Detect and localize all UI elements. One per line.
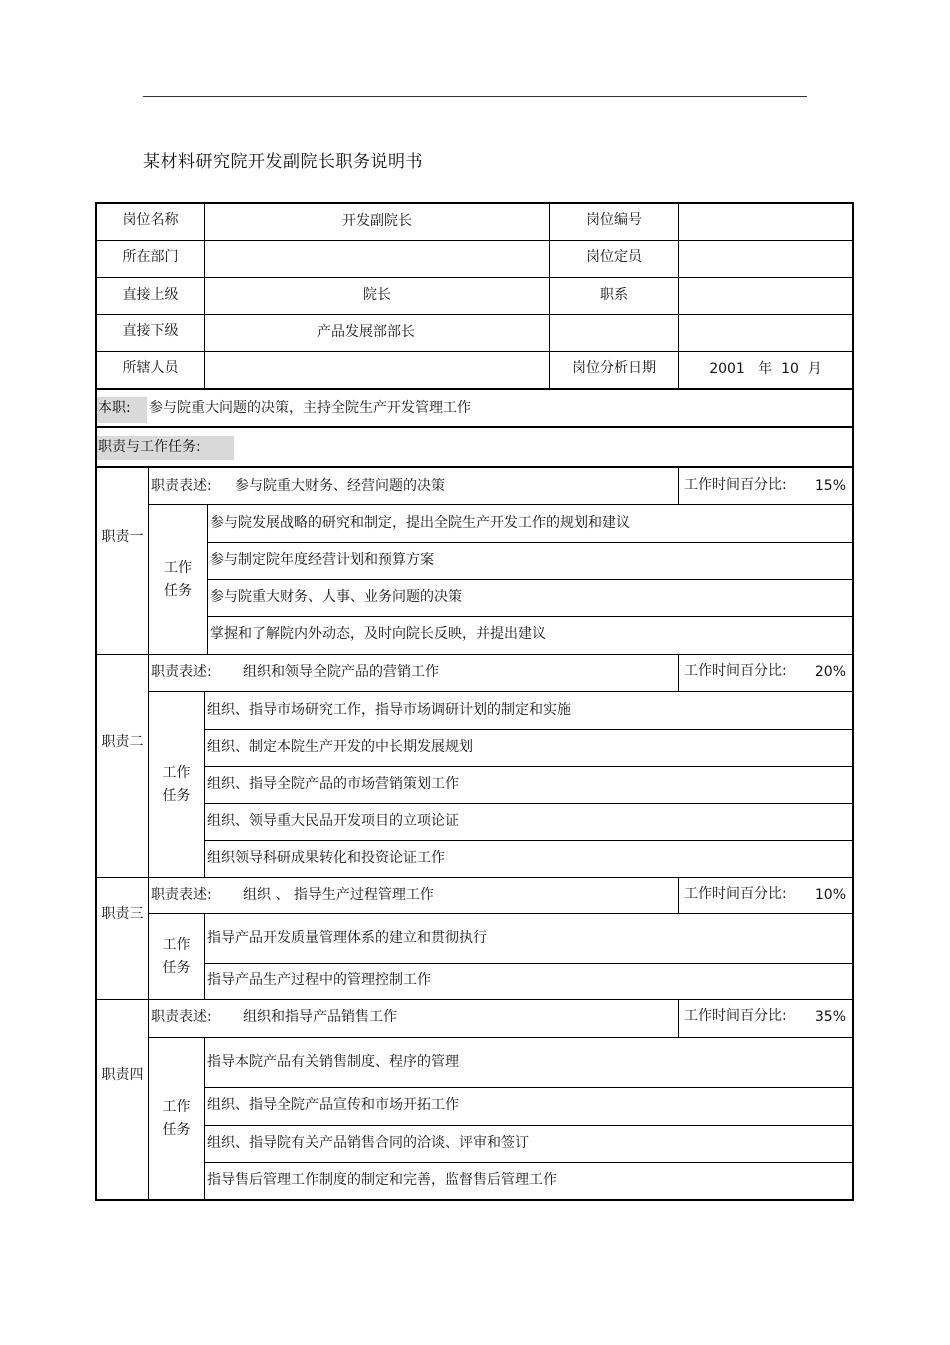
task-label: 工作任务 [162,936,191,976]
statement-text: 组织 、 指导生产过程管理工作 [243,887,434,903]
table-rule [678,877,679,913]
task-item: 组织、指导院有关产品销售合同的洽谈、评审和签订 [207,1134,529,1151]
grade-label: 职系 [600,287,628,303]
staff-label: 所辖人员 [122,360,179,376]
subordinate-label: 直接下级 [122,323,179,339]
percent-value: 10% [814,887,846,903]
table-rule [204,803,854,804]
task-item: 参与制定院年度经营计划和预算方案 [210,551,434,568]
table-rule [148,1037,854,1038]
table-rule [204,1038,205,1199]
task-item: 掌握和了解院内外动态，及时向院长反映，并提出建议 [210,626,546,642]
statement-text: 组织和指导产品销售工作 [243,1009,397,1025]
table-rule [207,542,854,543]
duty-text: 参与院重大问题的决策，主持全院生产开发管理工作 [149,400,471,416]
table-rule [678,999,679,1037]
responsibility-label: 职责四 [101,1067,144,1083]
table-rule [207,616,854,617]
table-rule [204,840,854,841]
percent-value: 35% [814,1009,846,1025]
table-rule [678,654,679,691]
percent-value: 15% [814,478,846,494]
task-item: 组织、指导全院产品的市场营销策划工作 [207,775,459,792]
percent-value: 20% [814,664,846,680]
table-rule [204,1125,854,1126]
table-rule [148,504,854,505]
department-label: 所在部门 [122,249,179,265]
responsibility-label: 职责一 [101,529,144,545]
statement-text: 参与院重大财务、经营问题的决策 [235,478,445,494]
percent-label: 工作时间百分比: [684,663,787,679]
task-item: 指导售后管理工作制度的制定和完善，监督售后管理工作 [207,1171,557,1188]
table-rule [95,1199,854,1201]
task-label: 工作任务 [164,559,192,599]
task-item: 组织、制定本院生产开发的中长期发展规划 [207,738,473,755]
table-rule [207,579,854,580]
analysis-date-label: 岗位分析日期 [572,360,656,376]
superior-value: 院长 [363,287,391,303]
table-rule [204,692,205,877]
table-rule [95,654,854,655]
table-rule [204,766,854,767]
position-no-label: 岗位编号 [586,212,642,228]
table-rule [204,1162,854,1163]
table-rule [204,1087,854,1088]
statement-label: 职责表述: [151,478,212,494]
table-rule [148,913,854,914]
responsibility-label: 职责三 [101,906,144,922]
statement-label: 职责表述: [151,1009,212,1025]
percent-label: 工作时间百分比: [684,886,787,902]
superior-label: 直接上级 [122,287,179,303]
task-label: 工作任务 [162,1098,191,1138]
responsibility-label: 职责二 [101,733,144,750]
task-item: 参与院发展战略的研究和制定，提出全院生产开发工作的规划和建议 [210,514,630,531]
task-item: 组织、指导市场研究工作，指导市场调研计划的制定和实施 [207,701,571,718]
responsibilities-heading: 职责与工作任务: [98,439,201,455]
duty-label: 本职: [98,400,131,416]
task-item: 指导本院产品有关销售制度、程序的管理 [207,1053,459,1070]
percent-label: 工作时间百分比: [684,477,787,493]
task-item: 参与院重大财务、人事、业务问题的决策 [210,588,462,605]
task-item: 组织领导科研成果转化和投资论证工作 [207,849,445,866]
table-rule [678,468,679,504]
subordinate-value: 产品发展部部长 [317,324,415,340]
table-rule [148,691,854,692]
table-rule [204,963,854,964]
task-item: 指导产品开发质量管理体系的建立和贯彻执行 [207,929,487,946]
top-rule [143,96,807,97]
table-rule [95,877,854,878]
table-rule [95,999,854,1000]
quota-label: 岗位定员 [586,249,642,265]
task-item: 指导产品生产过程中的管理控制工作 [207,972,431,988]
analysis-date-value: 2001 年 10 月 [709,361,822,377]
percent-label: 工作时间百分比: [684,1008,787,1024]
position-name-value: 开发副院长 [342,213,412,229]
position-name-label: 岗位名称 [122,212,179,228]
document-title: 某材料研究院开发副院长职务说明书 [143,152,423,172]
task-label: 工作任务 [162,764,191,804]
table-rule [204,729,854,730]
task-item: 组织、指导全院产品宣传和市场开拓工作 [207,1097,459,1113]
statement-label: 职责表述: [151,664,212,680]
statement-label: 职责表述: [151,887,212,903]
table-rule [204,914,205,999]
statement-text: 组织和领导全院产品的营销工作 [243,664,439,680]
task-item: 组织、领导重大民品开发项目的立项论证 [207,812,459,829]
